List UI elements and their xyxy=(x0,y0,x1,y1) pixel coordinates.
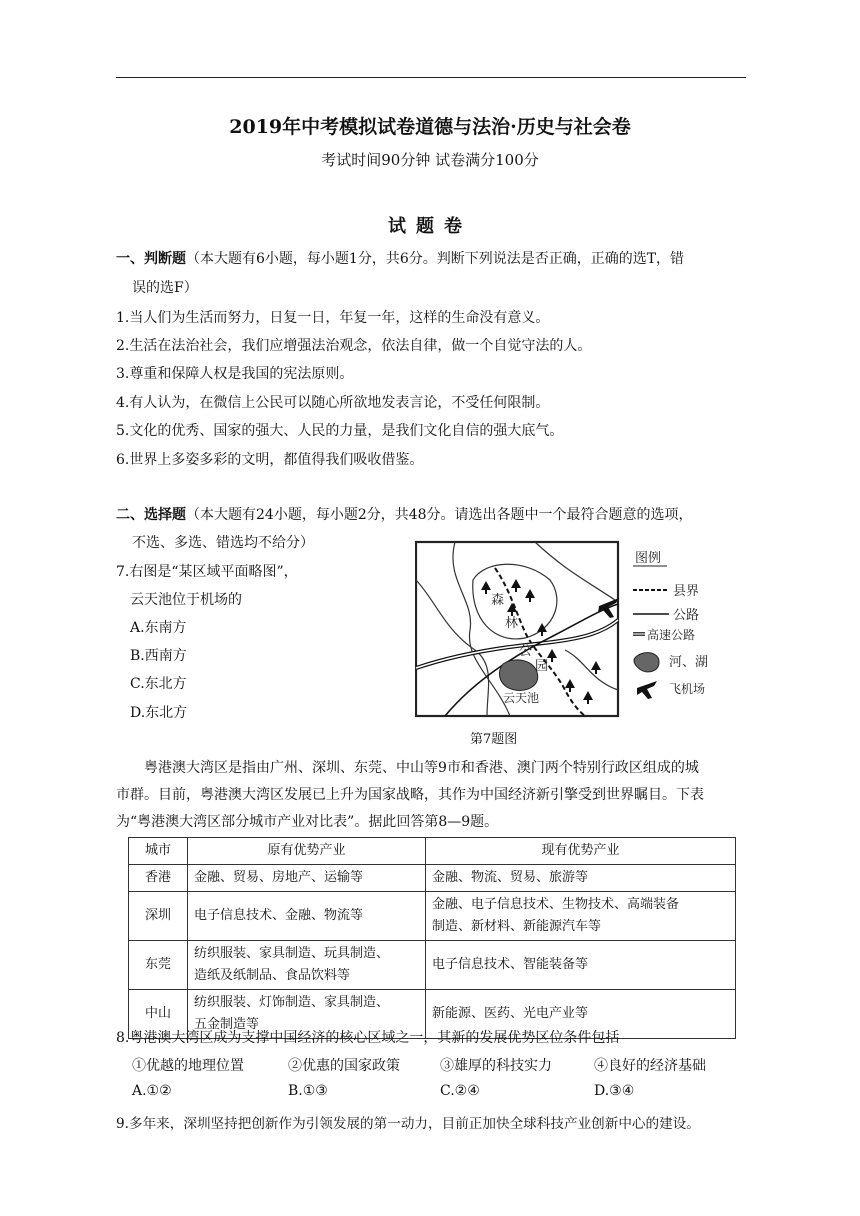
question-2: 2.生活在法治社会，我们应增强法治观念，依法自律，做一个自觉守法的人。 xyxy=(116,338,592,354)
q7-option-d: D.东北方 xyxy=(130,705,188,721)
table-cell-new xyxy=(426,865,736,892)
table-cell-old xyxy=(188,941,426,990)
table-cell-new xyxy=(426,941,736,990)
table-cell-city: 中山 xyxy=(129,990,188,1039)
question-6: 6.世界上多姿多彩的文明，都值得我们吸收借鉴。 xyxy=(116,452,424,468)
table-cell-city: 香港 xyxy=(129,865,188,892)
table-cell-city: 东莞 xyxy=(129,941,188,990)
map-label-park-1: 公 xyxy=(519,644,533,659)
table-cell-old xyxy=(188,892,426,941)
legend-lake-icon xyxy=(634,653,659,672)
top-rule xyxy=(116,77,746,78)
legend-lake-label: 河、湖 xyxy=(669,655,709,670)
table-row xyxy=(129,892,736,941)
passage-line-2: 市群。目前，粤港澳大湾区发展已上升为国家战略，其作为中国经济新引擎受到世界瞩目。下表 xyxy=(116,787,704,803)
paper-title: 试题卷 xyxy=(388,216,472,237)
legend-county-label: 县界 xyxy=(673,584,700,599)
q8-item-1: ①优越的地理位置 xyxy=(132,1058,244,1074)
q8-item-3: ③雄厚的科技实力 xyxy=(440,1058,552,1074)
section1-instruction: （本大题有6小题，每小题1分，共6分。判断下列说法是否正确，正确的选T，错 xyxy=(186,251,685,267)
industry-comparison-table xyxy=(128,837,736,1039)
table-row xyxy=(129,941,736,990)
legend-airport-label: 飞机场 xyxy=(669,682,706,696)
q7-option-a: A.东南方 xyxy=(130,620,187,636)
section1-instruction-cont: 误的选F） xyxy=(132,280,198,296)
passage-line-3: 为“粤港澳大湾区部分城市产业对比表”。据此回答第8—9题。 xyxy=(116,814,499,830)
legend-title: 图例 xyxy=(635,551,662,566)
cell-text: 纺织服装、灯饰制造、家具制造、 xyxy=(194,995,390,1010)
q9-stem: 9.多年来，深圳坚持把创新作为引领发展的第一动力，目前正加快全球科技产业创新中心的建设。 xyxy=(116,1116,700,1132)
map-caption: 第7题图 xyxy=(470,732,518,747)
q7-option-b: B.西南方 xyxy=(130,648,187,664)
question-4: 4.有人认为，在微信上公民可以随心所欲地发表言论，不受任何限制。 xyxy=(116,395,550,411)
map-label-lake: 云天池 xyxy=(503,691,540,705)
cell-text: 五金制造等 xyxy=(194,1017,260,1032)
exam-subtitle: 考试时间90分钟 试卷满分100分 xyxy=(321,151,539,169)
q8-option-b: B.①③ xyxy=(288,1083,328,1099)
legend-airport-icon xyxy=(637,681,657,699)
legend-road-label: 公路 xyxy=(673,608,700,623)
cell-text: 纺织服装、家具制造、玩具制造、 xyxy=(194,946,390,961)
table-header-old: 原有优势产业 xyxy=(188,838,426,865)
map-label-forest-2: 林 xyxy=(505,616,519,631)
q7-stem: 7.右图是“某区域平面略图”， xyxy=(116,564,298,580)
passage xyxy=(116,755,748,836)
cell-text: 新能源、医药、光电产业等 xyxy=(432,1006,589,1021)
q8-option-d: D.③④ xyxy=(594,1083,635,1099)
cell-text: 制造、新材料、新能源汽车等 xyxy=(432,919,602,934)
table-header-new: 现有优势产业 xyxy=(426,838,736,865)
legend-highway-label: 高速公路 xyxy=(647,628,696,642)
table-header-city: 城市 xyxy=(129,838,188,865)
table-row xyxy=(129,865,736,892)
section1-heading: 一、判断题 xyxy=(116,251,186,267)
section2-heading: 二、选择题 xyxy=(116,507,186,523)
section2-instruction-cont: 不选、多选、错选均不给分） xyxy=(132,535,314,551)
q8-item-4: ④良好的经济基础 xyxy=(594,1058,706,1074)
map-label-forest-1: 森 xyxy=(491,593,505,608)
table-cell-city: 深圳 xyxy=(129,892,188,941)
cell-text: 金融、物流、贸易、旅游等 xyxy=(432,870,589,885)
question-5: 5.文化的优秀、国家的强大、人民的力量，是我们文化自信的强大底气。 xyxy=(116,423,564,439)
section1-heading-line xyxy=(116,248,684,268)
q7-option-c: C.东北方 xyxy=(130,676,187,692)
cell-text: 金融、电子信息技术、生物技术、高端装备 xyxy=(432,897,680,912)
q7-stem-cont: 云天池位于机场的 xyxy=(130,592,242,608)
cell-text: 金融、贸易、房地产、运输等 xyxy=(194,870,364,885)
map-label-park-2: 园 xyxy=(535,659,549,674)
table-cell-new xyxy=(426,892,736,941)
question-1: 1.当人们为生活而努力，日复一日，年复一年，这样的生命没有意义。 xyxy=(116,310,550,326)
exam-title: 2019年中考模拟试卷道德与法治·历史与社会卷 xyxy=(229,116,631,138)
passage-line-1: 粤港澳大湾区是指由广州、深圳、东莞、中山等9市和香港、澳门两个特别行政区组成的城 xyxy=(144,760,699,776)
section2-heading-line xyxy=(116,504,693,524)
table-header-row xyxy=(129,838,736,865)
cell-text: 电子信息技术、智能装备等 xyxy=(432,957,589,972)
question-3: 3.尊重和保障人权是我国的宪法原则。 xyxy=(116,366,354,382)
cell-text: 电子信息技术、金融、物流等 xyxy=(194,908,364,923)
lake-shape xyxy=(499,660,537,691)
q8-option-c: C.②④ xyxy=(440,1083,480,1099)
table-cell-old xyxy=(188,865,426,892)
q8-stem: 8.粤港澳大湾区成为支撑中国经济的核心区域之一，其新的发展优势区位条件包括 xyxy=(116,1030,620,1046)
q8-item-2: ②优惠的国家政策 xyxy=(288,1058,400,1074)
regional-sketch-map xyxy=(415,540,745,718)
q8-option-a: A.①② xyxy=(132,1083,172,1099)
cell-text: 造纸及纸制品、食品饮料等 xyxy=(194,968,351,983)
section2-instruction: （本大题有24小题，每小题2分，共48分。请选出各题中一个最符合题意的选项， xyxy=(186,507,693,523)
